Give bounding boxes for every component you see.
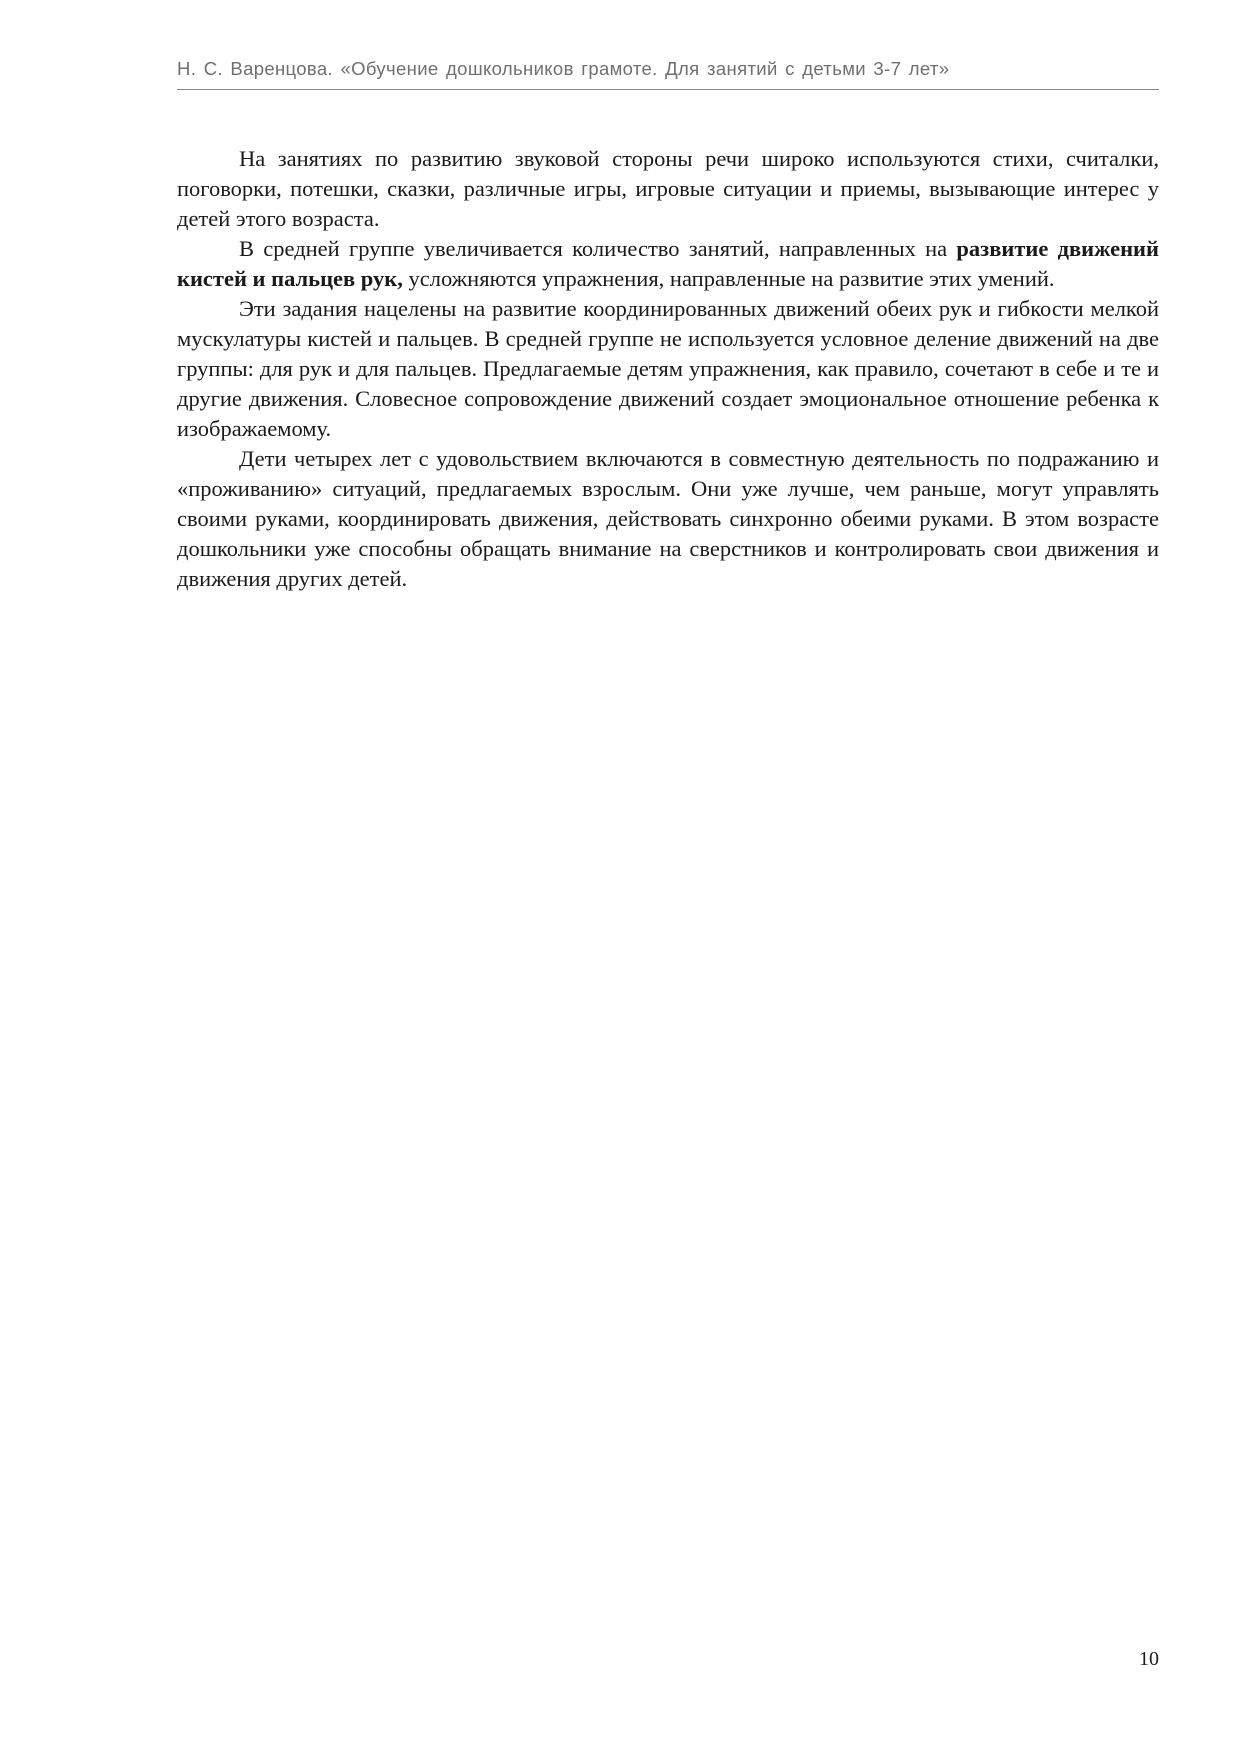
- paragraph-1-text: На занятиях по развитию звуковой стороны речи широко используются стихи, считалки, поговорки, потешки, сказки, различные игры, игровые ситуации и приемы, вызывающие интерес у детей этого возраста.: [177, 146, 1159, 231]
- paragraph-1: [177, 144, 1159, 234]
- paragraph-2-bold-phrase: развитие движений кистей и пальцев рук,: [177, 236, 1159, 291]
- paragraph-2: [177, 234, 1159, 294]
- paragraph-3: [177, 294, 1159, 444]
- page-number: 10: [1139, 1648, 1159, 1670]
- paragraph-2-text-before: В средней группе увеличивается количество занятий, направленных на: [239, 236, 957, 261]
- paragraph-3-text: Эти задания нацелены на развитие координированных движений обеих рук и гибкости мелкой мускулатуры кистей и пальцев. В средней группе не используется условное деление движений на две группы: для рук и для пальцев. Предлагаемые детям упражнения, как правило, сочетают в себе и те и другие движения. Словесное сопровождение движений создает эмоциональное отношение ребенка к изображаемому.: [177, 296, 1159, 441]
- body-text: [177, 144, 1159, 594]
- paragraph-2-text-after: усложняются упражнения, направленные на развитие этих умений.: [402, 266, 1055, 291]
- header-divider: [177, 89, 1159, 90]
- running-header: Н. С. Варенцова. «Обучение дошкольников грамоте. Для занятий с детьми 3-7 лет»: [177, 58, 950, 79]
- paragraph-4-text: Дети четырех лет с удовольствием включаются в совместную деятельность по подражанию и «проживанию» ситуаций, предлагаемых взрослым. Они уже лучше, чем раньше, могут управлять своими руками, координировать движения, действовать синхронно обеими руками. В этом возрасте дошкольники уже способны обращать внимание на сверстников и контролировать свои движения и движения других детей.: [177, 446, 1159, 591]
- paragraph-4: [177, 444, 1159, 594]
